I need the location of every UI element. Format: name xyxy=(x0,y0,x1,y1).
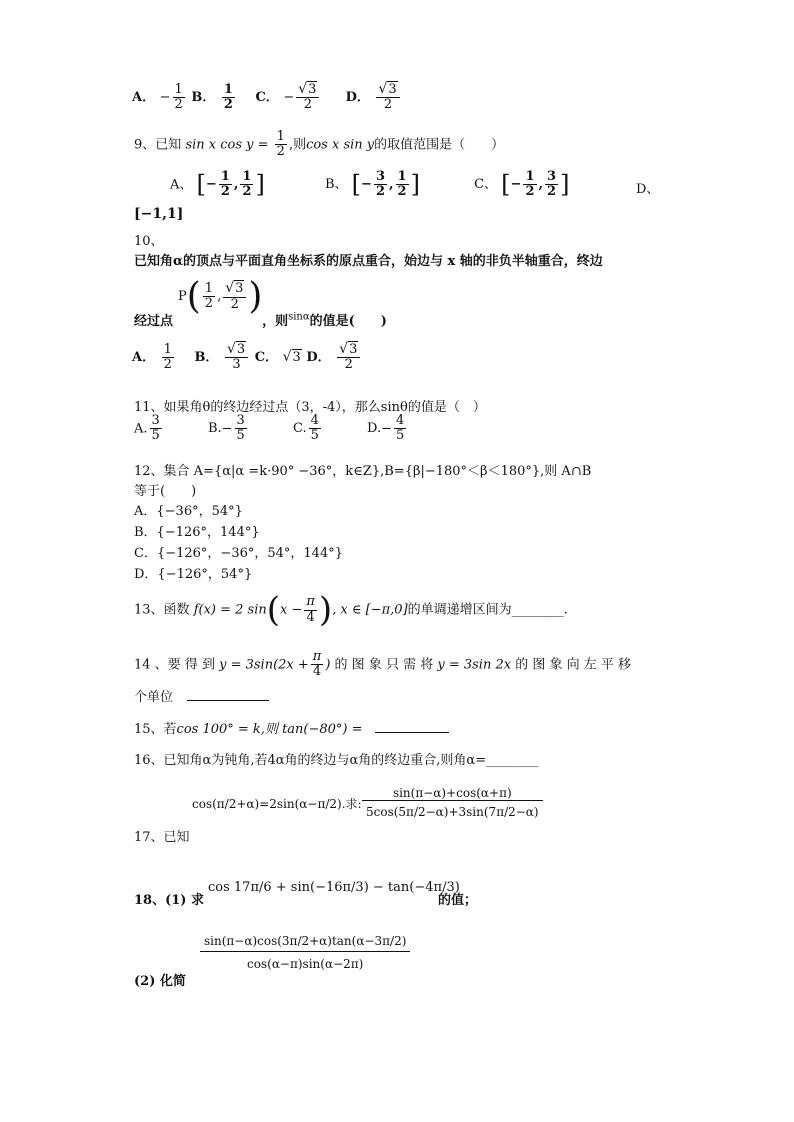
q9-option-a-value: [− $\frac{1}{2}$ , $\frac{1}{2}$ ] xyxy=(196,169,265,200)
q10-option-d-label: D． xyxy=(306,349,331,365)
q12-option-b: B．{−126°，144°} xyxy=(134,525,260,540)
q12-option-c: C．{−126°，−36°，54°，144°} xyxy=(134,546,343,561)
q9-stem: 9、已知 sin x cos y = $\frac{1}{2}$ ,则cos x sin y的取值范围是（ ） xyxy=(134,129,505,160)
q9-half: $\frac{1}{2}$ xyxy=(276,129,285,160)
q10-option-b-label: B． xyxy=(194,349,219,365)
q10-point: P( $\frac{1}{2}$ , $\frac{√3}{2}$ ) xyxy=(178,276,263,317)
q15-answer-blank[interactable] xyxy=(375,732,449,733)
q10-option-a-label: A． xyxy=(132,349,156,365)
q8-option-a-value: − $\frac{1}{2}$ xyxy=(159,81,183,112)
q8-option-c-label: C． xyxy=(255,89,279,105)
q14-line2: 个单位 xyxy=(134,686,269,705)
q8-option-a-label: A． xyxy=(132,89,156,105)
q18-part1-post: 的值； xyxy=(438,893,478,908)
q17-expression: sin(π−α)+cos(α+π) 5cos(5π/2−α)+3sin(7π/2−α) xyxy=(362,786,543,819)
q16-line: 16、已知角α为钝角,若4α角的终边与α角的终边重合,则角α=________ xyxy=(134,753,539,768)
q9-given: sin x cos y = xyxy=(185,137,269,153)
q9-option-b-value: [− $\frac{3}{2}$ , $\frac{1}{2}$ ] xyxy=(351,169,420,200)
q10-options xyxy=(132,342,362,373)
q9-option-d-label: D、 xyxy=(636,182,660,197)
q10-number: 10、 xyxy=(134,234,164,249)
q10-option-a-value: $\frac{1}{2}$ xyxy=(163,341,172,372)
q14-answer-blank[interactable] xyxy=(187,700,269,701)
q10-sin-alpha: sinα xyxy=(288,311,310,323)
q9-option-a-label: A、 xyxy=(170,177,193,193)
q10-line1: 已知角α的顶点与平面直角坐标系的原点重合，始边与 x 轴的非负半轴重合，终边 xyxy=(134,254,603,269)
q13-line: 13、函数 f(x) = 2 sin(x − $\frac{\pi}{4}$ ), x ∈ [−π,0]的单调递增区间为________. xyxy=(134,590,568,630)
q12-line1: 12、集合 A={α|α =k·90° −36°，k∈Z},B={β|−180°＜β＜180°},则 A∩B xyxy=(134,464,592,479)
q9-expr: cos x sin y xyxy=(306,137,375,153)
q10-option-d-value: $\frac{√3}{2}$ xyxy=(337,342,360,373)
q9-option-c-value: [− $\frac{1}{2}$ , $\frac{3}{2}$ ] xyxy=(501,169,570,200)
q8-options xyxy=(132,82,402,113)
q8-option-c-value: − $\frac{√3}{2}$ xyxy=(283,90,325,105)
q9-option-d-value: [−1,1] xyxy=(134,206,184,222)
q9-option-c-label: C、 xyxy=(474,177,498,193)
q15-line: 15、若cos 100° = k,则 tan(−80°) = xyxy=(134,718,449,737)
q18-part1-expression: cos 17π/6 + sin(−16π/3) − tan(−4π/3) xyxy=(208,880,460,895)
q11-options: A. $\frac{3}{5}$ B.− $\frac{3}{5}$ C. $\frac{4}{5}$ D.− $\frac{4}{5}$ xyxy=(134,413,405,444)
q8-option-b-label: B． xyxy=(191,89,216,105)
q12-option-a: A．{−36°，54°} xyxy=(134,504,243,519)
q10-option-b-value: $\frac{√3}{3}$ xyxy=(225,342,248,373)
q10-line2: 经过点 ，则$^{sin\alpha}$的值是( ) xyxy=(134,311,387,329)
q18-part2-expression: sin(π−α)cos(3π/2+α)tan(α−3π/2) cos(α−π)sin(α−2π) xyxy=(200,934,410,971)
q17-condition: cos(π/2+α)=2sin(α−π/2).求: xyxy=(192,797,362,811)
q12-option-d: D．{−126°，54°} xyxy=(134,567,253,582)
q18-part2-label: (2) 化简 xyxy=(134,974,186,989)
q10-option-c-label: C． xyxy=(254,349,279,365)
q10-option-c-value: √3 xyxy=(282,348,301,365)
q14-line1: 14 、要 得 到 y = 3sin(2x + $\frac{\pi}{4}$ ) 的 图 象 只 需 将 y = 3sin 2x 的 图 象 向 左 平 移 xyxy=(134,649,632,680)
q12-line2: 等于( ) xyxy=(134,484,197,499)
q11-stem: 11、如果角θ的终边经过点（3，-4），那么sinθ的值是（ ） xyxy=(134,400,486,415)
q8-option-d-label: D． xyxy=(345,89,370,105)
q9-options xyxy=(170,170,670,200)
q8-option-b-value: $\frac{1}{2}$ xyxy=(223,81,233,112)
q18-part1-label: 18、(1) 求 xyxy=(134,893,204,908)
q8-option-d-value: $\frac{√3}{2}$ xyxy=(376,82,399,113)
q9-option-b-label: B、 xyxy=(324,177,348,193)
q17-label: 17、已知 xyxy=(134,830,190,845)
